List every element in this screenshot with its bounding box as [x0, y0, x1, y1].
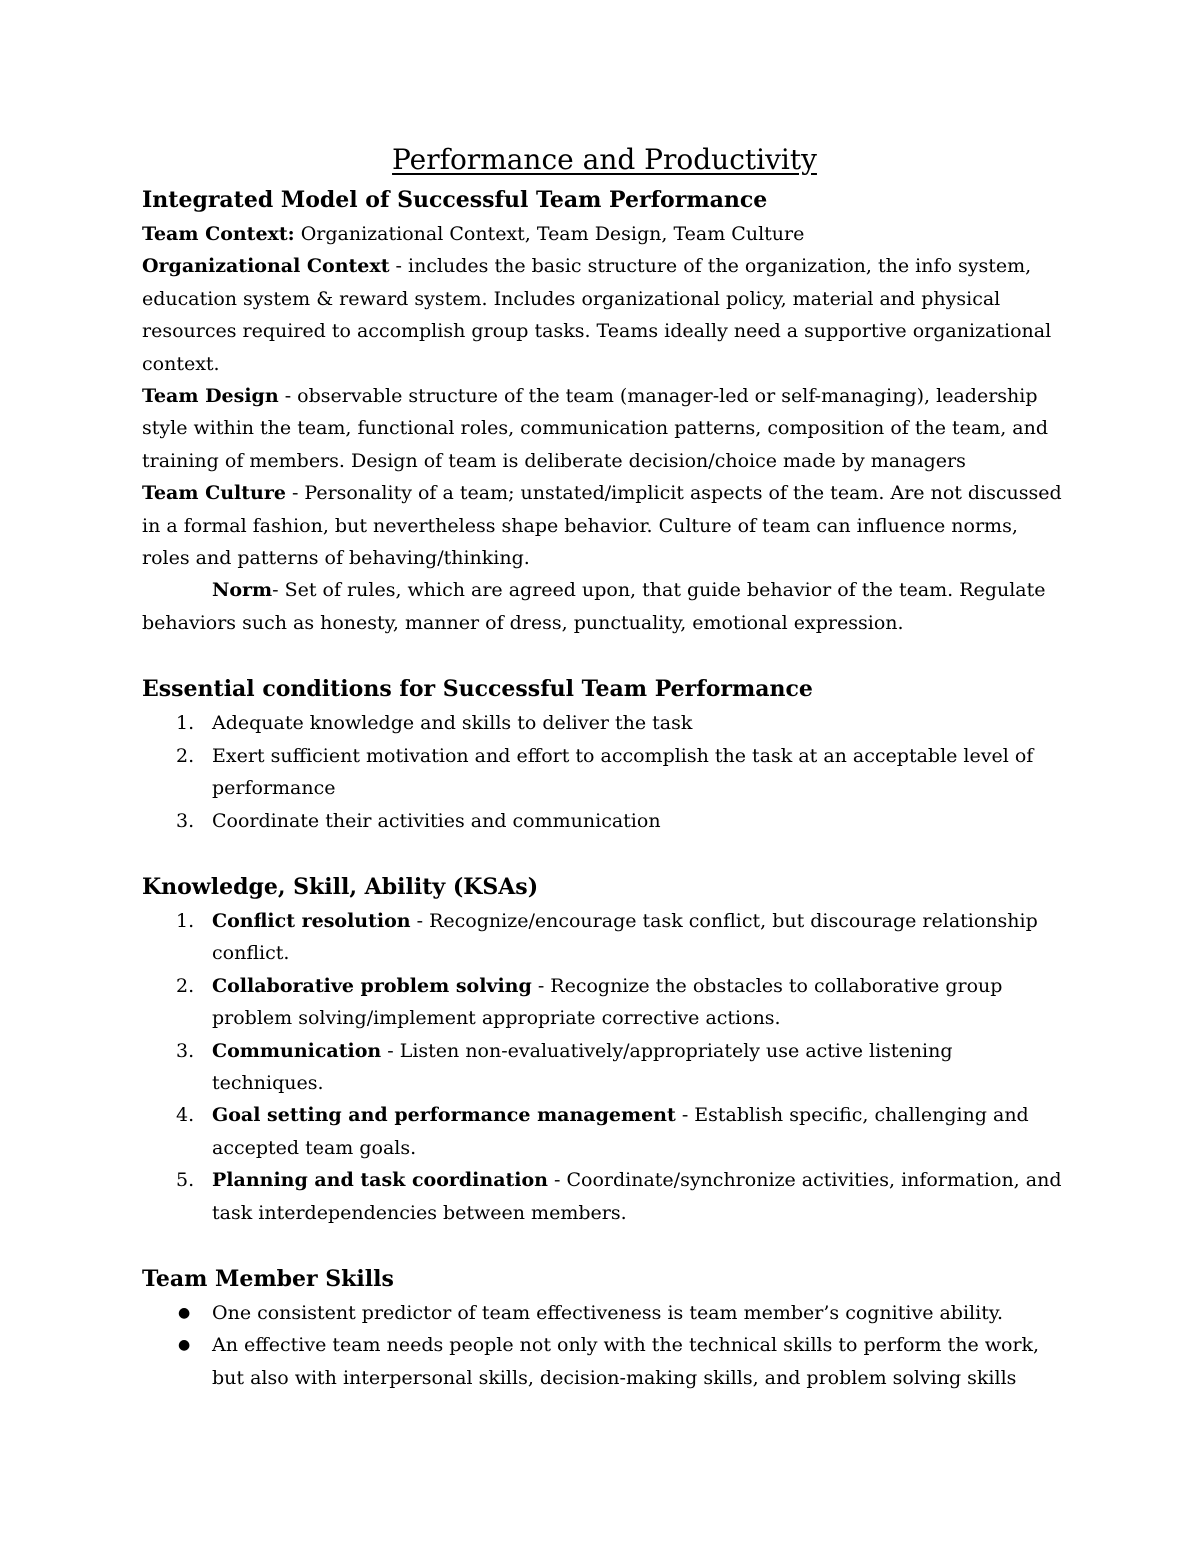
team-culture-paragraph	[142, 477, 1067, 574]
team-member-skills-list	[142, 1297, 1067, 1394]
list-item-text: An effective team needs people not only with the technical skills to perform the work, but also with interpersonal skills, decision-making skills, and problem solving skills	[212, 1334, 1040, 1389]
ksa-term: Communication	[212, 1039, 382, 1062]
list-item	[142, 740, 1067, 805]
norm-term: Norm	[212, 579, 273, 602]
ksa-term: Collaborative problem solving	[212, 974, 532, 997]
essential-conditions-list	[142, 707, 1067, 837]
ksa-term: Goal setting and performance management	[212, 1104, 676, 1127]
list-number: 2.	[176, 744, 195, 767]
section-heading-team-member-skills: Team Member Skills	[142, 1265, 394, 1292]
list-number: 2.	[176, 974, 195, 997]
list-item	[142, 805, 1067, 837]
team-design-term: Team Design	[142, 385, 279, 408]
list-item-text: One consistent predictor of team effectiveness is team member’s cognitive ability.	[212, 1301, 1004, 1324]
team-design-paragraph	[142, 380, 1067, 477]
org-context-paragraph	[142, 250, 1067, 380]
ksa-text: - Establish specific, challenging and accepted team goals.	[212, 1104, 1029, 1159]
ksa-text: - Coordinate/synchronize activities, information, and task interdependencies between members.	[212, 1169, 1062, 1224]
spacer	[142, 639, 1067, 671]
list-item	[142, 1329, 1067, 1394]
section-heading-integrated-model: Integrated Model of Successful Team Performance	[142, 187, 768, 213]
team-culture-term: Team Culture	[142, 482, 286, 505]
ksa-text: - Recognize the obstacles to collaborative group problem solving/implement appropriate corrective actions.	[212, 974, 1003, 1030]
document-page	[142, 138, 1067, 1394]
ksa-text: - Listen non-evaluatively/appropriately use active listening techniques.	[212, 1039, 953, 1094]
list-item	[142, 905, 1067, 970]
list-item	[142, 1164, 1067, 1229]
list-item	[142, 970, 1067, 1035]
org-context-text: - includes the basic structure of the organization, the info system, education system & reward system. Includes organizational policy, material and physical resources required to accomplish group tasks. Teams ideally need a supportive organizational context.	[142, 255, 1052, 375]
list-number: 1.	[176, 712, 195, 735]
spacer	[142, 837, 1067, 869]
list-item-text: Adequate knowledge and skills to deliver the task	[212, 712, 693, 735]
ksa-list	[142, 905, 1067, 1229]
list-number: 4.	[176, 1104, 195, 1127]
section-heading-ksas: Knowledge, Skill, Ability (KSAs)	[142, 873, 539, 900]
list-item	[142, 1035, 1067, 1100]
bullet-icon: ●	[178, 1304, 191, 1321]
team-culture-text: - Personality of a team; unstated/implicit aspects of the team. Are not discussed in a formal fashion, but nevertheless shape behavior. Culture of team can influence norms, roles and patterns of behaving/thinking.	[142, 482, 1062, 570]
team-context-paragraph	[142, 218, 1067, 250]
norm-text: - Set of rules, which are agreed upon, that guide behavior of the team. Regulate behaviors such as honesty, manner of dress, punctuality, emotional expression.	[142, 579, 1046, 634]
list-item	[142, 707, 1067, 739]
list-item	[142, 1099, 1067, 1164]
team-context-text: Organizational Context, Team Design, Team Culture	[294, 223, 805, 245]
bullet-icon: ●	[178, 1337, 191, 1354]
ksa-text: - Recognize/encourage task conflict, but discourage relationship conflict.	[212, 909, 1038, 965]
page-title: Performance and Productivity	[392, 143, 817, 176]
list-number: 1.	[176, 909, 195, 932]
spacer	[142, 1229, 1067, 1261]
org-context-term: Organizational Context	[142, 255, 390, 278]
list-item-text: Coordinate their activities and communication	[212, 809, 661, 832]
team-design-text: - observable structure of the team (manager-led or self-managing), leadership style within the team, functional roles, communication patterns, composition of the team, and training of members. Design of team is deliberate decision/choice made by managers	[142, 385, 1049, 472]
list-item-text: Exert sufficient motivation and effort to accomplish the task at an acceptable level of performance	[212, 744, 1034, 800]
list-number: 3.	[176, 1039, 195, 1062]
list-item	[142, 1297, 1067, 1329]
norm-paragraph	[142, 574, 1067, 639]
list-number: 5.	[176, 1169, 195, 1192]
ksa-term: Conflict resolution	[212, 909, 411, 932]
section-heading-essential-conditions: Essential conditions for Successful Team Performance	[142, 676, 813, 703]
list-number: 3.	[176, 809, 195, 832]
ksa-term: Planning and task coordination	[212, 1169, 548, 1192]
team-context-term: Team Context:	[142, 223, 295, 245]
